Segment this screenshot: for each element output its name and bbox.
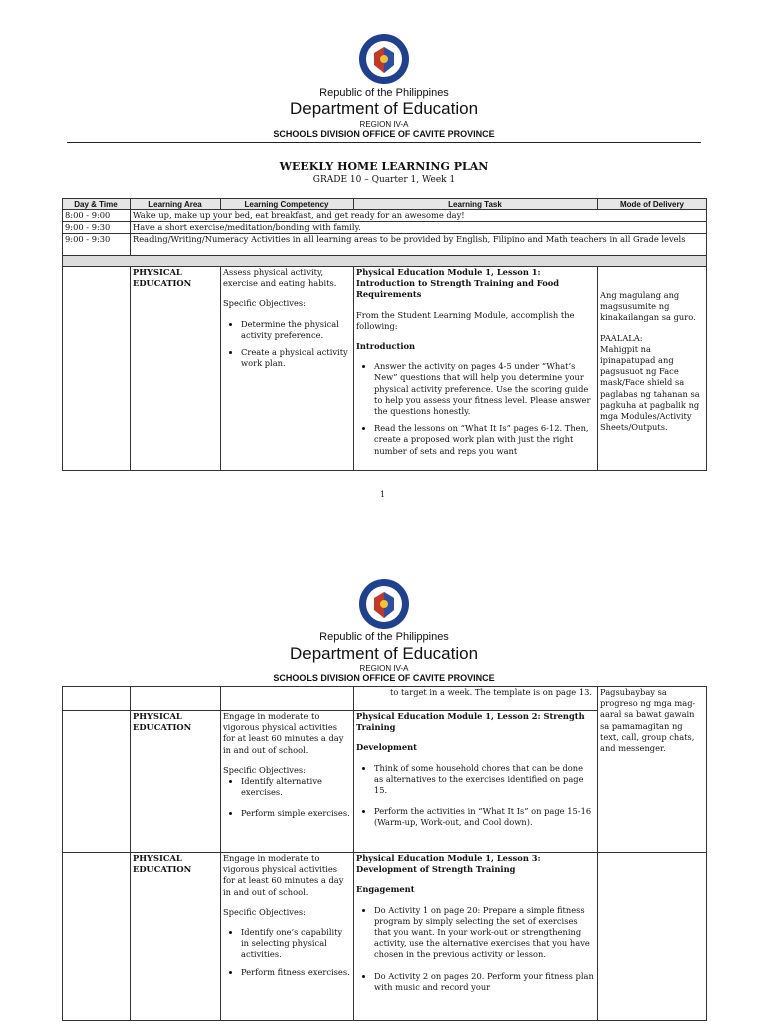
task-section: Development bbox=[356, 742, 417, 753]
task-list bbox=[356, 763, 594, 829]
schedule-time: 8:00 - 9:00 bbox=[65, 210, 111, 220]
learning-task-cell bbox=[353, 710, 597, 852]
objective-item: • Create a physical activity work plan. bbox=[241, 347, 350, 369]
learning-area-cell: PHYSICAL EDUCATION bbox=[133, 711, 192, 733]
department-title: Department of Education bbox=[289, 644, 479, 663]
department-title: Department of Education bbox=[289, 99, 479, 118]
task-item: • Do Activity 2 on pages 20. Perform your fitness plan with music and record your bbox=[374, 971, 594, 993]
table-grid-line bbox=[62, 221, 707, 222]
division-label: SCHOOLS DIVISION OFFICE OF CAVITE PROVINCE bbox=[273, 129, 495, 139]
region-label: REGION IV-A bbox=[359, 664, 409, 673]
republic-label: Republic of the Philippines bbox=[319, 631, 449, 643]
table-grid-line bbox=[62, 198, 63, 471]
task-item: • Answer the activity on pages 4-5 under “What’s New” questions that will help you determine your physical activity preference. Use the scoring guide to help you assess your fitness level. Please answer the questions honestly. bbox=[374, 361, 594, 417]
objectives-label: Specific Objectives: bbox=[223, 298, 306, 309]
table-grid-line bbox=[130, 266, 131, 471]
objectives-label: Specific Objectives: bbox=[223, 906, 306, 917]
learning-competency-cell bbox=[220, 710, 353, 852]
region-label: REGION IV-A bbox=[359, 120, 409, 129]
plan-title: WEEKLY HOME LEARNING PLAN bbox=[279, 160, 489, 173]
continued-task: to target in a week. The template is on page 13. bbox=[390, 687, 593, 697]
table-grid-line bbox=[220, 266, 221, 471]
section-divider-row bbox=[62, 255, 707, 266]
task-item: • Read the lessons on “What It Is” pages 6-12. Then, create a proposed work plan with just the right number of sets and reps you want bbox=[374, 423, 594, 457]
task-title: Physical Education Module 1, Lesson 3: Development of Strength Training bbox=[356, 853, 541, 875]
deped-seal-logo bbox=[358, 33, 410, 85]
table-grid-line bbox=[353, 198, 354, 210]
division-label: SCHOOLS DIVISION OFFICE OF CAVITE PROVINCE bbox=[273, 673, 495, 683]
table-grid-line bbox=[62, 470, 707, 471]
column-header-learning-task: Learning Task bbox=[353, 198, 597, 209]
task-item: • Perform the activities in “What It Is” on page 15-16 (Warm-up, Work-out, and Cool down). bbox=[374, 806, 594, 828]
learning-area-cell: PHYSICAL EDUCATION bbox=[133, 853, 192, 875]
table-grid-line bbox=[353, 686, 354, 1021]
table-grid-line bbox=[62, 686, 707, 687]
table-grid-line bbox=[62, 198, 707, 199]
table-grid-line bbox=[62, 209, 707, 210]
objective-item: • Perform fitness exercises. bbox=[241, 967, 350, 978]
table-grid-line bbox=[220, 686, 221, 1021]
objective-item: • Identify alternative exercises. bbox=[241, 776, 350, 798]
task-list bbox=[356, 905, 594, 993]
table-grid-line bbox=[597, 198, 598, 210]
table-grid-line bbox=[62, 255, 707, 256]
learning-area-cell: PHYSICAL EDUCATION bbox=[133, 267, 192, 289]
schedule-activity: Reading/Writing/Numeracy Activities in all learning areas to be provided by English, Filipino and Math teachers in all Grade levels bbox=[133, 234, 686, 244]
objectives-list bbox=[223, 776, 350, 820]
learning-task-cell bbox=[353, 852, 597, 1020]
table-grid-line bbox=[353, 266, 354, 471]
objective-item: • Identify one’s capability in selecting physical activities. bbox=[241, 927, 350, 961]
mode-text: Ang magulang ang magsusumite ng kinakailangan sa guro. bbox=[600, 290, 696, 323]
task-title: Physical Education Module 1, Lesson 1: Introduction to Strength Training and Food Requirements bbox=[356, 267, 560, 300]
republic-label: Republic of the Philippines bbox=[319, 87, 449, 99]
table-grid-line bbox=[597, 266, 598, 471]
schedule-time: 9:00 - 9:30 bbox=[65, 234, 111, 244]
learning-competency-cell bbox=[220, 266, 353, 470]
table-grid-line bbox=[62, 233, 707, 234]
objective-item: • Perform simple exercises. bbox=[241, 808, 350, 819]
objectives-list bbox=[223, 319, 350, 370]
task-list bbox=[356, 361, 594, 457]
schedule-activity: Wake up, make up your bed, eat breakfast, and get ready for an awesome day! bbox=[133, 210, 465, 220]
table-grid-line bbox=[62, 266, 707, 267]
table-grid-line bbox=[62, 852, 707, 853]
header-divider bbox=[67, 142, 701, 143]
table-grid-line bbox=[220, 198, 221, 210]
column-header-day-time: Day & Time bbox=[62, 198, 130, 209]
page-number: 1 bbox=[380, 490, 386, 499]
table-grid-line bbox=[62, 1020, 707, 1021]
table-grid-line bbox=[130, 686, 131, 1021]
task-section: Engagement bbox=[356, 884, 415, 895]
objectives-list bbox=[223, 927, 350, 978]
task-title: Physical Education Module 1, Lesson 2: Strength Training bbox=[356, 711, 585, 733]
plan-subtitle: GRADE 10 – Quarter 1, Week 1 bbox=[312, 175, 456, 185]
column-header-learning-competency: Learning Competency bbox=[220, 198, 353, 209]
competency-text: Engage in moderate to vigorous physical activities for at least 60 minutes a day in and out of school. bbox=[223, 853, 344, 897]
task-item: • Do Activity 1 on page 20: Prepare a simple fitness program by simply selecting the set of exercises that you want. In your work-out or strengthening activity, use the alternative exercises that you have chosen in the previous activity or lesson. bbox=[374, 905, 594, 961]
table-grid-line bbox=[706, 198, 707, 471]
mode-note-label: PAALALA: bbox=[600, 332, 643, 343]
table-grid-line bbox=[597, 686, 598, 1021]
task-section: Introduction bbox=[356, 341, 416, 352]
task-intro: From the Student Learning Module, accomplish the following: bbox=[356, 309, 575, 331]
learning-competency-cell bbox=[220, 852, 353, 1020]
column-header-mode-of-delivery: Mode of Delivery bbox=[597, 198, 707, 209]
objectives-label: Specific Objectives: bbox=[223, 764, 306, 775]
deped-seal-logo bbox=[358, 578, 410, 630]
column-header-learning-area: Learning Area bbox=[130, 198, 220, 209]
table-grid-line bbox=[62, 686, 63, 1021]
mode-of-delivery-cell bbox=[597, 266, 707, 470]
table-grid-line bbox=[62, 710, 597, 711]
learning-task-cell bbox=[353, 266, 597, 470]
competency-text: Engage in moderate to vigorous physical activities for at least 60 minutes a day in and out of school. bbox=[223, 711, 344, 755]
schedule-activity: Have a short exercise/meditation/bonding with family. bbox=[133, 222, 361, 232]
objective-item: • Determine the physical activity preference. bbox=[241, 319, 350, 341]
table-grid-line bbox=[706, 686, 707, 1021]
competency-text: Assess physical activity, exercise and eating habits. bbox=[223, 267, 337, 289]
mode-of-delivery-cell: Pagsubaybay sa progreso ng mga mag-aaral sa bawat gawain sa pamamagitan ng text, call, group chats, and messenger. bbox=[600, 687, 696, 754]
schedule-time: 9:00 - 9:30 bbox=[65, 222, 111, 232]
table-grid-line bbox=[130, 198, 131, 256]
mode-note: Mahigpit na ipinapatupad ang pagsusuot ng Face mask/Face shield sa paglabas ng tahanan sa pagkuha at pagbalik ng mga Modules/Activity Sheets/Outputs. bbox=[600, 343, 700, 433]
task-item: • Think of some household chores that can be done as alternatives to the exercises identified on page 15. bbox=[374, 763, 594, 797]
